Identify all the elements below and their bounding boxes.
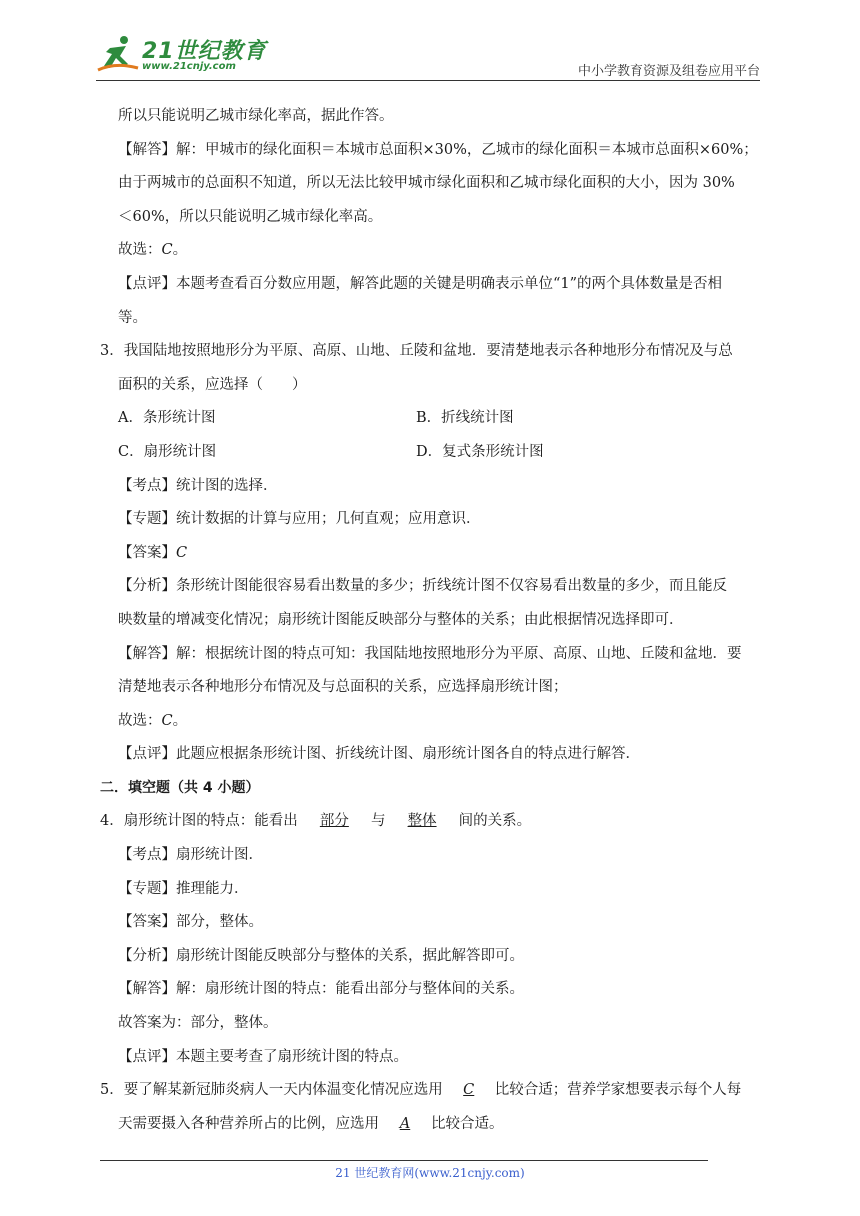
footer-divider [100, 1160, 708, 1161]
fill-blank: A [399, 1115, 411, 1132]
answer-choice: C [161, 712, 173, 729]
option-d: D．复式条形统计图 [416, 443, 544, 460]
q2-answer [100, 234, 764, 268]
q3-jieda-line: 【解答】解：根据统计图的特点可知：我国陆地按照地形分为平原、高原、山地、丘陵和盆地．要 [118, 645, 742, 662]
q4-stem-text: 扇形统计图的特点：能看出 [123, 813, 303, 830]
q3-stem-line: 面积的关系，应选择（ ） [118, 376, 307, 393]
logo-text: 21世纪教育 [142, 39, 267, 64]
page-content [100, 100, 764, 1141]
fill-blank: 部分 [319, 813, 349, 830]
answer-suffix: 。 [172, 242, 188, 259]
q2-jieda-line: 由于两城市的总面积不知道，所以无法比较甲城市绿化面积和乙城市绿化面积的大小，因为 30% [118, 175, 735, 192]
q3-jieda-line: 清楚地表示各种地形分布情况及与总面积的关系，应选择扇形统计图； [118, 679, 568, 696]
q4-stem [100, 805, 764, 839]
q5-stem-text: 天需要摄入各种营养所占的比例，应选用 [118, 1115, 379, 1132]
q3-guxuan [100, 705, 764, 739]
header-divider [96, 80, 760, 81]
q2-text-line: 所以只能说明乙城市绿化率高，据此作答。 [118, 108, 394, 124]
q2-dianping-line: 【点评】本题考查看百分数应用题，解答此题的关键是明确表示单位“1”的两个具体数量是否相 [118, 275, 723, 292]
q2-jieda-line: 【解答】解：甲城市的绿化面积＝本城市总面积×30%，乙城市的绿化面积＝本城市总面积×60%； [118, 141, 758, 158]
q5-stem-text: 比较合适。 [431, 1115, 504, 1132]
q2-dianping-line: 等。 [118, 309, 147, 326]
fill-blank: C [463, 1082, 475, 1099]
site-logo [96, 34, 266, 78]
q3-kaodian: 【考点】统计图的选择． [118, 477, 278, 494]
question-number: 3． [100, 343, 124, 360]
q4-daan: 【答案】部分，整体。 [118, 914, 263, 931]
q3-fenxi-line: 【分析】条形统计图能很容易看出数量的多少；折线统计图不仅容易看出数量的多少，而且能反 [118, 578, 727, 595]
q3-zhuanti: 【专题】统计数据的计算与应用；几何直观；应用意识． [118, 511, 481, 528]
page-footer: 21 世纪教育网(www.21cnjy.com) [335, 1166, 525, 1180]
q4-kaodian: 【考点】扇形统计图． [118, 847, 263, 864]
page-header [0, 0, 860, 80]
q4-jieda: 【解答】解：扇形统计图的特点：能看出部分与整体间的关系。 [118, 981, 524, 998]
q4-stem-text: 间的关系。 [454, 813, 532, 830]
answer-label: 故选： [118, 712, 162, 729]
answer-label: 【答案】 [118, 544, 176, 561]
q4-fenxi: 【分析】扇形统计图能反映部分与整体的关系，据此解答即可。 [118, 947, 524, 964]
q5-stem-line [100, 1108, 764, 1142]
section-heading: 二．填空题（共 4 小题） [100, 779, 260, 796]
q4-guda: 故答案为：部分，整体。 [118, 1015, 278, 1032]
running-figure-icon [96, 34, 140, 74]
q4-stem-text: 与 [366, 813, 391, 830]
question-number: 5． [100, 1082, 124, 1099]
option-a: A．条形统计图 [118, 410, 216, 427]
q3-dianping: 【点评】此题应根据条形统计图、折线统计图、扇形统计图各自的特点进行解答． [118, 746, 640, 763]
q2-jieda-line: ＜60%，所以只能说明乙城市绿化率高。 [118, 208, 383, 225]
q4-zhuanti: 【专题】推理能力． [118, 880, 249, 897]
q3-stem [100, 335, 764, 369]
answer-choice: C [161, 242, 173, 259]
q4-dianping: 【点评】本题主要考查了扇形统计图的特点。 [118, 1048, 408, 1065]
option-b: B．折线统计图 [416, 410, 514, 427]
answer-label: 故选： [118, 242, 162, 259]
q5-stem [100, 1074, 764, 1108]
q5-stem-text: 要了解某新冠肺炎病人一天内体温变化情况应选用 [123, 1082, 443, 1099]
answer-suffix: 。 [172, 712, 188, 729]
logo-url: www.21cnjy.com [142, 61, 236, 72]
site-title: 中小学教育资源及组卷应用平台 [577, 64, 760, 79]
q3-daan [100, 537, 764, 571]
q5-stem-text: 比较合适；营养学家想要表示每个人每 [494, 1082, 742, 1099]
fill-blank: 整体 [407, 813, 437, 830]
q3-stem-text: 我国陆地按照地形分为平原、高原、山地、丘陵和盆地．要清楚地表示各种地形分布情况及与总 [123, 343, 733, 360]
q3-fenxi-line: 映数量的增减变化情况；扇形统计图能反映部分与整体的关系；由此根据情况选择即可． [118, 611, 684, 628]
question-number: 4． [100, 813, 124, 830]
answer-choice: C [176, 544, 188, 561]
q3-options-row [100, 436, 764, 470]
q3-options-row [100, 402, 764, 436]
option-c: C．扇形统计图 [118, 443, 217, 460]
